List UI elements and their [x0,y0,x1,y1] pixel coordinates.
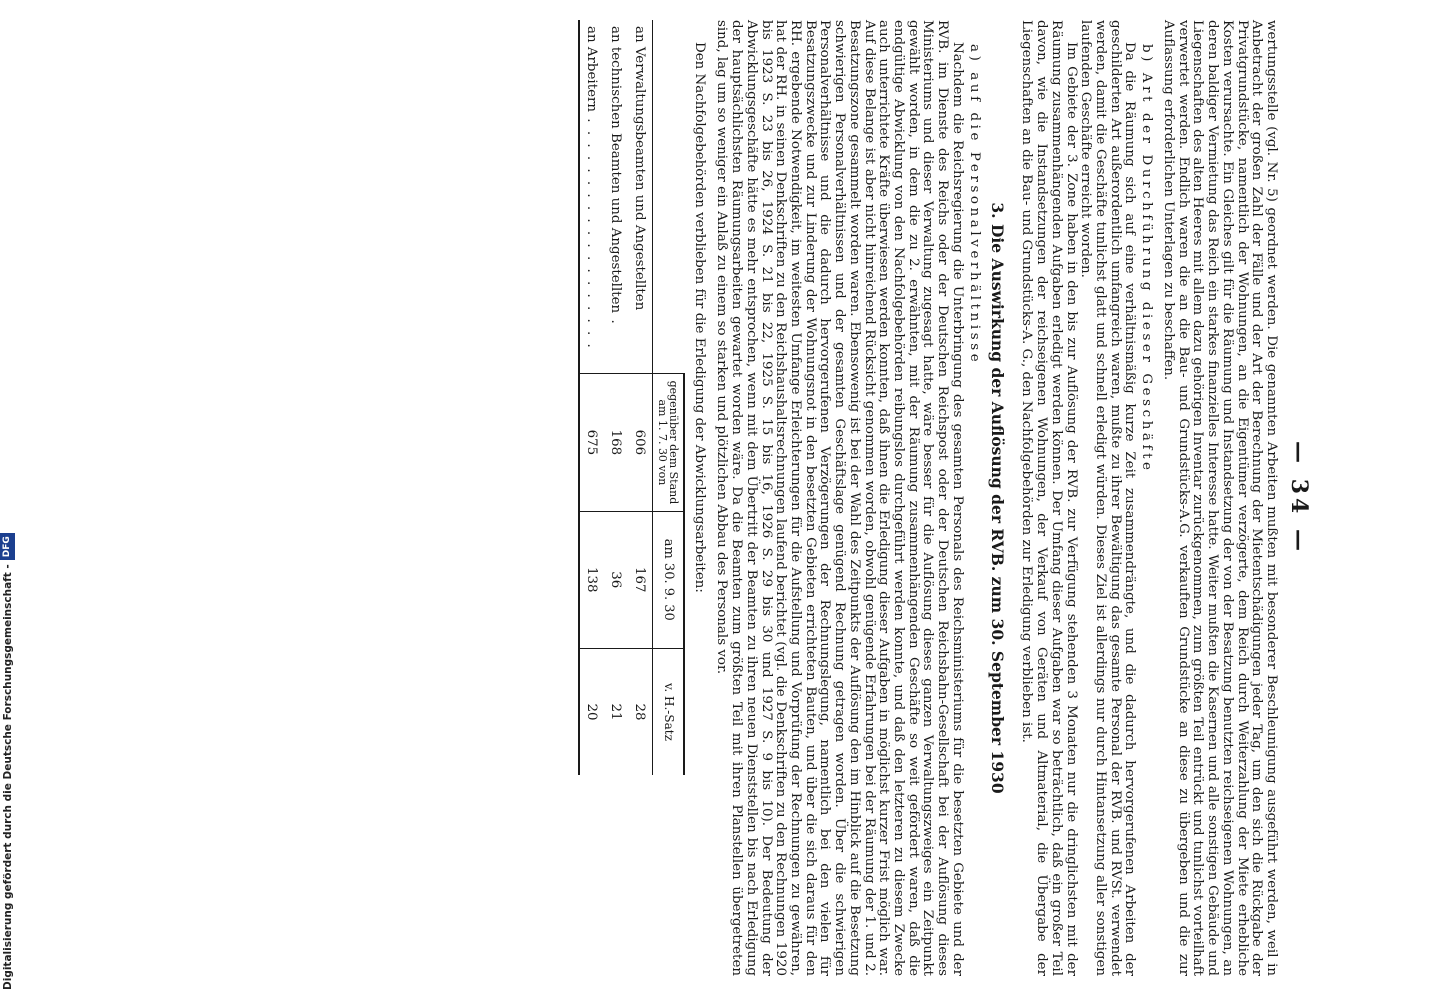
row-value-date: 138 [579,511,604,648]
subheading-a: a) auf die Personalverhältnisse [966,44,982,366]
row-value-percent: 20 [579,648,604,775]
row-label: an Verwaltungsbeamten und Angestellten [632,26,648,311]
row-value-percent: 28 [628,648,653,775]
row-value-stand: 606 [628,374,653,511]
paragraph-b-1: Da die Räumung sich auf eine verhältnismäßig kurze Zeit zusammendrängte, und die dadurch hervorgerufenen Arbeiten der geschilderten Art außerordentlich umfangreich waren, mußte zu ihrer Bewältigung das gesamte Personal der RVB. und RVSt. verwendet werden, damit die Geschäfte tunlichst glatt und schnell erledigt würden. Dieses Ziel ist allerdings nur durch Hintansetzung aller sonstigen laufenden Geschäfte erreicht worden. [1078,20,1138,976]
credit-text: Digitalisierung gefördert durch die Deutsche Forschungsgemeinschaft - [1,564,14,990]
row-value-stand: 168 [604,374,628,511]
paragraph-intro: wertungsstelle (vgl. Nr. 5) geordnet werden. Die genannten Arbeiten mußten mit besonderer Beschleunigung ausgeführt werden, weil in Anbetracht der großen Zahl der Fälle und der Art der Berechnung der Mietentschädigungen jeder Tag, um den sich die Rückgabe der Privatgrundstücke, namentlich der Wohnungen, an die Eigentümer verzögerte, dem Reich durch Weiterzahlung der Miete erhebliche Kosten verursachte. Ein Gleiches gilt für die Räumung und Instandsetzung der von der Besatzung benutzten reichseigenen Wohnungen, an deren baldiger Vermietung das Reich ein starkes finanzielles Interesse hatte. Weiter mußten die Kasernen und alle sonstigen Gebäude und Liegenschaften des alten Heeres mit allem dazu gehörigen Inventar zurückgenommen, zum größten Teil entrückt und tunlichst vorteilhaft verwertet werden. Endlich waren die an die Bau- und Grundstücks-A.G. verkauften Grundstücke an diese zu übergeben und die zur Auflassung erforderlichen Unterlagen zu beschaffen. [1161,20,1279,976]
table-header-date: am 30. 9. 30 [653,511,685,648]
table-header-percent: v. H.-Satz [653,648,685,775]
subheading-b: b) Art der Durchführung dieser Geschäfte [1139,44,1155,474]
page-number: — 34 — [1286,441,1312,555]
table-header-label [653,20,685,374]
row-value-percent: 21 [604,648,628,775]
paragraph-a-1: Nachdem die Reichsregierung die Unterbringung des gesamten Personals des Reichsministeriums für die besetzten Gebiete und der RVB. im Dienste des Reichs oder der Deutschen Reichspost oder der Deutschen Reichsbahn-Gesellschaft bei der Auflösung dieses Ministeriums und dieser Verwaltung zugesagt hatte, wäre besser für die Auflösung dieses ganzen Verwaltungszweiges ein Zeitpunkt gewählt worden, in dem die zu 2. erwähnten, mit der Räumung zusammenhängenden Geschäfte so weit gefördert waren, daß die endgültige Abwicklung von den Nachfolgebehörden reibungslos durchgeführt werden konnte, und daß den letzteren zu diesem Zwecke auch unterrichtete Kräfte überwiesen werden konnten, daß ihnen die Erledigung dieser Aufgaben in möglichst kurzer Frist möglich war. Auf diese Belange ist aber nicht hinreichend Rücksicht genommen worden, obwohl genügende Erfahrungen bei der Räumung der 1. und 2. Besatzungszone gesammelt worden waren. Ebensowenig ist bei der Wahl des Zeitpunkts der Auflösung den im Hinblick auf die Besetzung schwierigen Personalverhältnissen und der gesamten Geschäftslage genügend Rechnung getragen worden. Über die schwierigen Personalverhältnisse und die dadurch hervorgerufenen Verzögerungen der Rechnungslegung, namentlich bei den vielen für Besatzungszwecke und zur Linderung der Wohnungsnot in den besetzten Gebieten errichteten Bauten, und über die sich daraus für den RH. ergebende Notwendigkeit, im weitesten Umfange Erleichterungen für die Aufstellung und Vorprüfung der Rechnungen zu gewähren, hat der RH. in seinen Denkschriften zu den Reichshaushaltsrechnungen laufend berichtet (vgl. die Denkschriften zu den Rechnungen 1920 bis 1923 S. 23 bis 26, 1924 S. 21 bis 22, 1925 S. 15 bis 16, 1926 S. 29 bis 30 und 1927 S. 9 bis 10). Der Bedeutung der Abwicklungsgeschäfte hätte es mehr entsprochen, wenn mit dem Übertritt der Beamten zu ihren neuen Dienststellen bis nach Erledigung der hauptsächlichsten Räumungsarbeiten gewartet worden wäre. Da die Beamten zum größten Teil mit ihren Planstellen übergetreten sind, lag um so weniger ein Anlaß zu einem so starken und plötzlichen Abbau des Personals vor. [714,20,965,976]
table-header-stand: gegenüber dem Stand am 1. 7. 30 von [653,374,685,511]
paragraph-a-2: Den Nachfolgebehörden verblieben für die Erledigung der Abwicklungsarbeiten: [691,42,707,593]
row-label: an Arbeitern . . . . . . . . . . . . . . . . . . . [579,20,604,374]
dfg-logo: DFG [0,533,15,560]
row-label: an technischen Beamten und Angestellten . [608,26,624,326]
table-header-row [653,20,685,775]
section-3-title: 3. Die Auswirkung der Auflösung der RVB. zum 30. September 1930 [987,202,1007,794]
row-value-date: 167 [628,511,653,648]
personnel-table [578,20,685,775]
row-value-stand: 675 [579,374,604,511]
table-row [628,20,653,775]
document-page [18,0,1318,1000]
table-row [579,20,604,775]
digitization-credit [0,533,15,990]
paragraph-b-2: Im Gebiete der 3. Zone haben in den bis zur Auflösung der RVB. zur Verfügung stehenden 3 Monaten nur die dringlichsten mit der Räumung zusammenhängenden Aufgaben erledigt werden können. Der Umfang dieser Aufgaben war so beträchtlich, daß ein großer Teil davon, wie die Instandsetzungen der reichseigenen Wohnungen, der Verkauf von Geräten und Altmaterial, die Übergabe der Liegenschaften an die Bau- und Grundstücks-A. G., den Nachfolgebehörden zur Erledigung verblieben ist. [1019,20,1079,976]
table-row [604,20,628,775]
row-value-date: 36 [604,511,628,648]
